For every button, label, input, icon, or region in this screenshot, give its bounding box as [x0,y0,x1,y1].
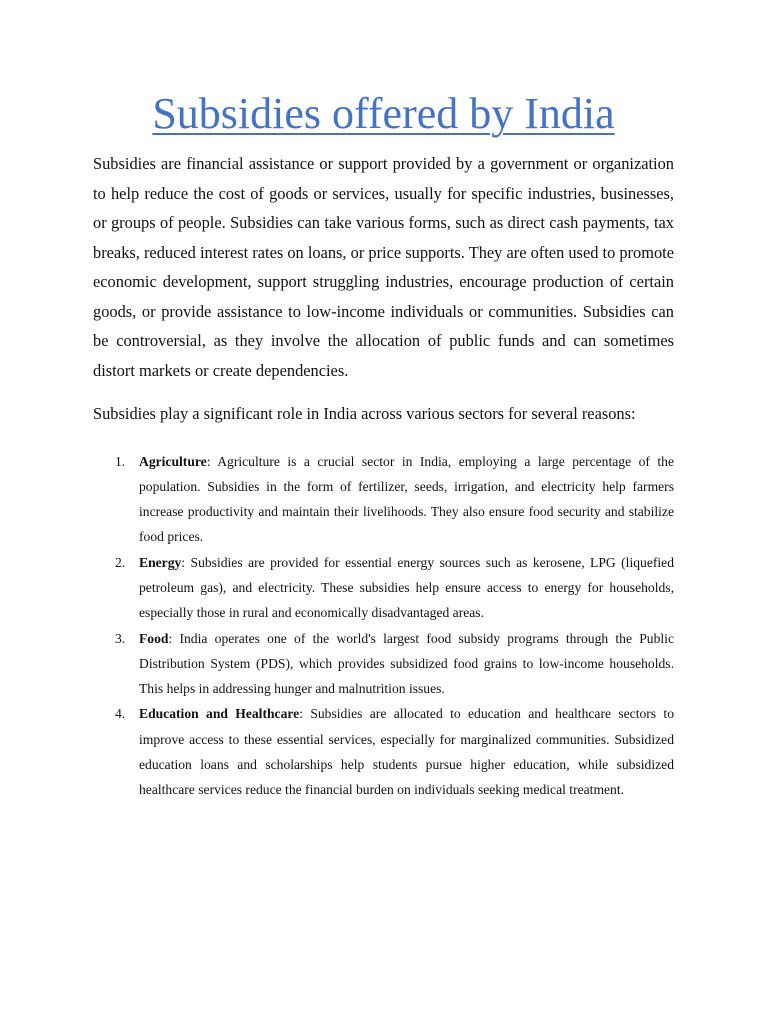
list-item-term: Agriculture [139,453,207,469]
list-item-number: 3. [115,630,126,646]
intro-paragraph: Subsidies are financial assistance or support provided by a government or organization to help reduce the cost of goods or services, usually for specific industries, businesses, or groups of people. Subsidies can take various forms, such as direct cash payments, tax breaks, reduced interest rates on loans, or price supports. They are often used to promote economic development, support struggling industries, encourage production of certain goods, or provide assistance to low-income individuals or communities. Subsidies can be controversial, as they involve the allocation of public funds and can sometimes distort markets or create dependencies. [93,154,674,380]
list-item-energy [93,550,674,626]
list-item-education-healthcare [93,701,674,802]
document-title: Subsidies offered by India [152,89,615,138]
list-item-food [93,626,674,702]
list-item-text: : Subsidies are provided for essential energy sources such as kerosene, LPG (liquefied petroleum gas), and electricity. These subsidies help ensure access to energy for households, especially those in rural and economically disadvantaged areas. [139,554,674,621]
list-item-term: Education and Healthcare [139,706,300,722]
list-item-text: : Agriculture is a crucial sector in India, employing a large percentage of the population. Subsidies in the form of fertilizer, seeds, irrigation, and electricity help farmers increase productivity and maintain their livelihoods. They also ensure food security and stabilize food prices. [139,453,674,545]
list-item-term: Energy [139,554,182,570]
list-item-text: : India operates one of the world's largest food subsidy programs through the Public Distribution System (PDS), which provides subsidized food grains to low-income households. This helps in addressing hunger and malnutrition issues. [139,630,674,697]
subsidy-sectors-list [93,449,674,803]
list-item-number: 1. [115,453,126,469]
list-item-term: Food [139,630,169,646]
reasons-paragraph: Subsidies play a significant role in India across various sectors for several reasons: [93,404,636,423]
list-item-text: : Subsidies are allocated to education and healthcare sectors to improve access to these essential services, especially for marginalized communities. Subsidized education loans and scholarships help students pursue higher education, while subsidized healthcare services reduce the financial burden on individuals seeking medical treatment. [139,706,675,798]
list-item-agriculture [93,449,674,550]
list-item-number: 2. [115,554,126,570]
list-item-number: 4. [115,706,126,722]
